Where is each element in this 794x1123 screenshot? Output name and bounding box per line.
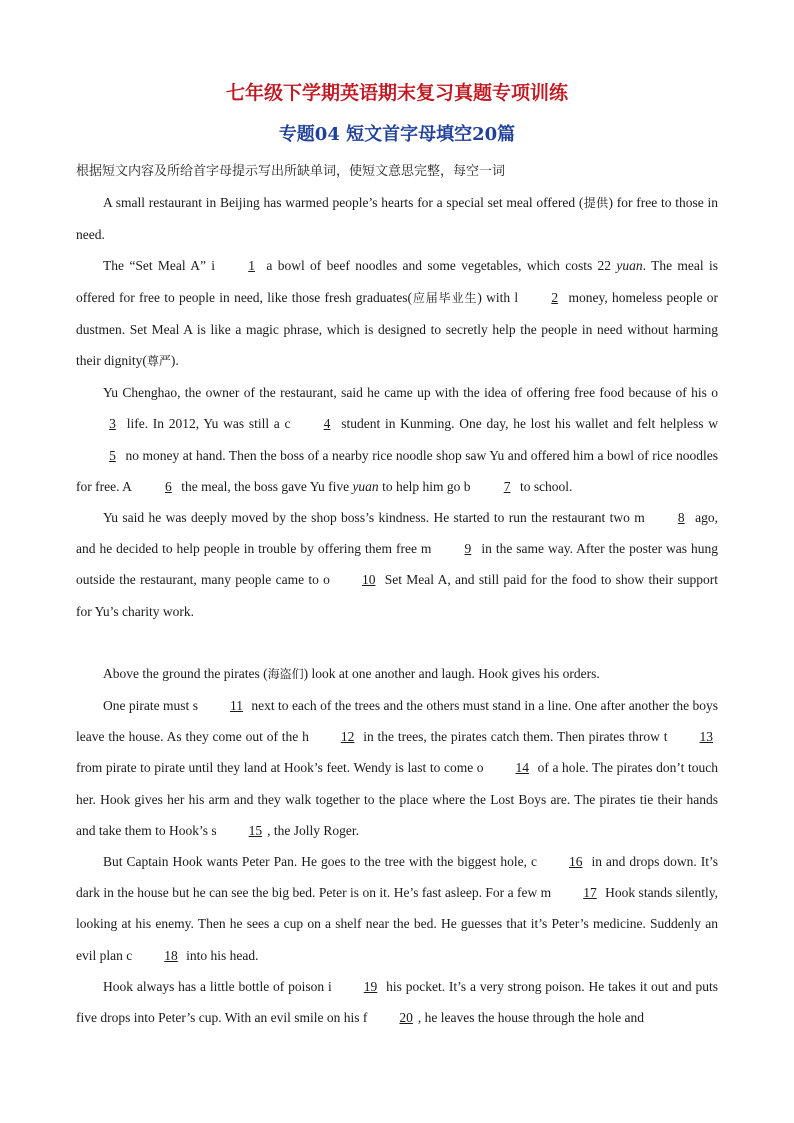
document-body xyxy=(76,187,718,1033)
answer-blank-11[interactable]: 11 xyxy=(229,698,243,714)
page-subtitle: 专题04 短文首字母填空20篇 xyxy=(278,124,516,145)
chinese-gloss: 提供 xyxy=(583,196,609,210)
answer-blank-4[interactable]: 4 xyxy=(323,416,331,432)
answer-blank-13[interactable]: 13 xyxy=(699,729,713,745)
passage1-paragraph1: A small restaurant in Beijing has warmed people’s hearts for a special set meal offered (提供) for free to those in need. xyxy=(76,195,718,243)
instructions: 根据短文内容及所给首字母提示写出所缺单词，使短文意思完整，每空一词 xyxy=(76,164,506,179)
chinese-gloss: 海盗们 xyxy=(267,666,304,681)
answer-blank-19[interactable]: 19 xyxy=(363,978,378,994)
answer-blank-8[interactable]: 8 xyxy=(677,510,685,526)
answer-blank-9[interactable]: 9 xyxy=(464,541,472,557)
passage2-paragraph3: But Captain Hook wants Peter Pan. He goes to the tree with the biggest hole, c 16 in and drops down. It’s dark in the house but he can see the big bed. Peter is on it. He’s fast asleep. For a few m 17 Hook stands silently, looking at his enemy. Then he sees a cup on a shelf near the bed. He guesses that it’s Peter’s medicine. Suddenly an evil plan c 18 into his head. xyxy=(76,846,718,971)
page-title: 七年级下学期英语期末复习真题专项训练 xyxy=(225,82,568,104)
answer-blank-17[interactable]: 17 xyxy=(583,885,597,901)
answer-blank-6[interactable]: 6 xyxy=(164,478,172,494)
answer-blank-12[interactable]: 12 xyxy=(340,729,355,745)
answer-blank-5[interactable]: 5 xyxy=(109,447,116,463)
answer-blank-10[interactable]: 10 xyxy=(361,572,376,588)
answer-blank-2[interactable]: 2 xyxy=(551,289,559,305)
passage2-paragraph1: Above the ground the pirates (海盗们) look at one another and laugh. Hook gives his orders. xyxy=(103,665,600,681)
passage2-paragraph2: One pirate must s 11 next to each of the trees and the others must stand in a line. One after another the boys leave the house. As they come out of the h 12 in the trees, the pirates catch them. Then pirates throw t 13 from pirate to pirate until they land at Hook’s feet. Wendy is last to come o 14 of a hole. The pirates don’t touch her. Hook gives her his arm and they walk together to the place where the Lost Boys are. The pirates tie their hands and take them to Hook’s s 15 , the Jolly Roger. xyxy=(76,690,718,846)
passage1-paragraph2: The “Set Meal A” i 1 a bowl of beef noodles and some vegetables, which costs 22 yuan. The meal is offered for free to people in need, like those fresh graduates(应届毕业生) with l 2 money, homeless people or dustmen. Set Meal A is like a magic phrase, which is designed to secretly help the people in need without harming their dignity(尊严). xyxy=(76,250,718,377)
passage-divider xyxy=(76,627,718,658)
chinese-gloss: 应届毕业生 xyxy=(411,290,478,305)
passage1-paragraph3: Yu Chenghao, the owner of the restaurant, said he came up with the idea of offering free food because of his o3 life. In 2012, Yu was still a c 4 student in Kunming. One day, he lost his wallet and felt helpless w5 no money at hand. Then the boss of a nearby rice noodle shop saw Yu and offered him a bowl of rice noodles for free. A 6 the meal, the boss gave Yu five yuan to help him go b 7 to school. xyxy=(76,377,718,502)
answer-blank-14[interactable]: 14 xyxy=(515,760,530,776)
passage2-paragraph4: Hook always has a little bottle of poison i 19 his pocket. It’s a very strong poison. He takes it out and puts five drops into Peter’s cup. With an evil smile on his f 20 , he leaves the house through the hole and xyxy=(76,971,718,1033)
passage1-paragraph4: Yu said he was deeply moved by the shop boss’s kindness. He started to run the restaurant two m 8 ago, and he decided to help people in trouble by offering them free m 9 in the same way. After the poster was hung outside the restaurant, many people came to o 10 Set Meal A, and still paid for the food to show their support for Yu’s charity work. xyxy=(76,502,718,627)
answer-blank-20[interactable]: 20 xyxy=(399,1010,413,1026)
answer-blank-15[interactable]: 15 xyxy=(248,822,263,838)
answer-blank-16[interactable]: 16 xyxy=(568,854,583,870)
answer-blank-1[interactable]: 1 xyxy=(248,258,255,274)
chinese-gloss: 尊严 xyxy=(146,354,171,369)
answer-blank-7[interactable]: 7 xyxy=(503,478,511,494)
answer-blank-18[interactable]: 18 xyxy=(164,947,178,963)
answer-blank-3[interactable]: 3 xyxy=(109,416,116,432)
